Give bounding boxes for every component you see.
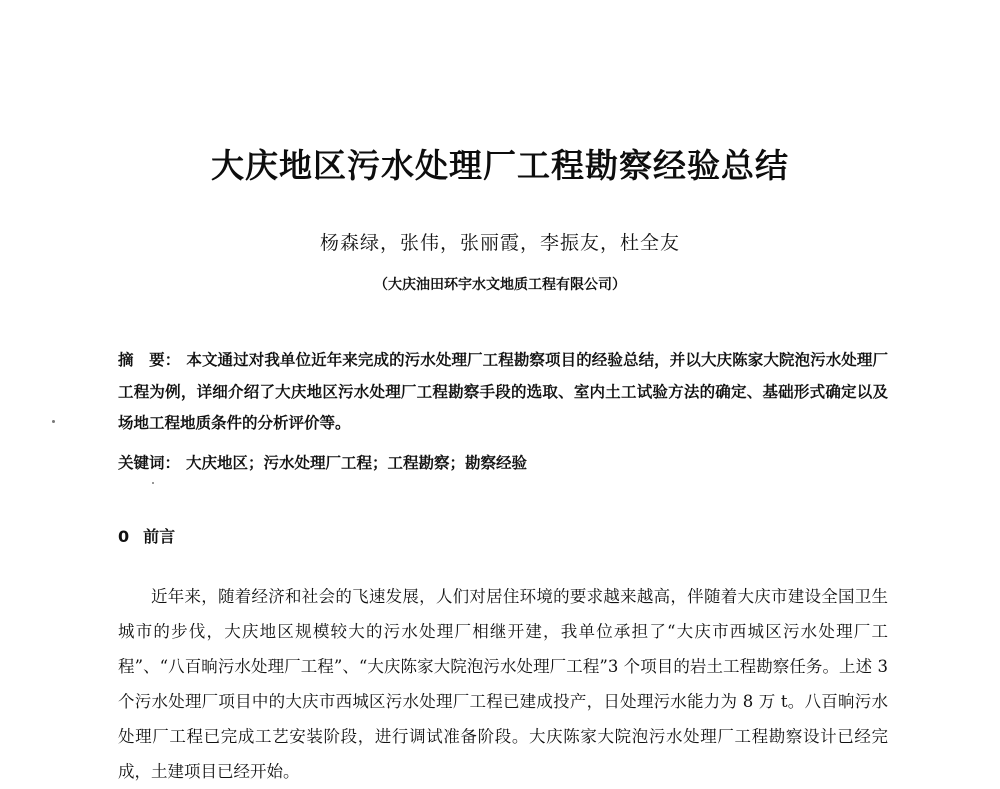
author-list: 杨森绿，张伟，张丽霞，李振友，杜全友 — [319, 232, 680, 254]
section-heading — [118, 524, 175, 547]
keywords-label: 关键词： — [118, 454, 181, 472]
section-number: 0 — [118, 527, 130, 546]
keywords-text: 大庆地区；污水处理厂工程；工程勘察；勘察经验 — [186, 453, 528, 472]
scan-speck — [152, 482, 154, 484]
abstract-text: 本文通过对我单位近年来完成的污水处理厂工程勘察项目的经验总结，并以大庆陈家大院泡污水处理厂工程为例，详细介绍了大庆地区污水处理厂工程勘察手段的选取、室内土工试验方法的确定、基础形式确定以及场地工程地质条件的分析评价等。 — [118, 350, 888, 432]
section-title: 前言 — [143, 527, 176, 546]
abstract-label: 摘 要： — [118, 351, 181, 369]
abstract — [118, 344, 888, 438]
scan-speck — [52, 420, 55, 423]
keywords — [118, 447, 888, 479]
paper-title: 大庆地区污水处理厂工程勘察经验总结 — [211, 146, 789, 185]
body-paragraph: 近年来，随着经济和社会的飞速发展，人们对居住环境的要求越来越高，伴随着大庆市建设全国卫生城市的步伐，大庆地区规模较大的污水处理厂相继开建，我单位承担了“大庆市西城区污水处理厂工程”、“八百晌污水处理厂工程”、“大庆陈家大院泡污水处理厂工程”3 个项目的岩土工程勘察任务。上述 3 个污水处理厂项目中的大庆市西城区污水处理厂工程已建成投产，日处理污水能力为 8 万 t。八百晌污水处理厂工程已完成工艺安装阶段，进行调试准备阶段。大庆陈家大院泡污水处理厂工程勘察设计已经完成，土建项目已经开始。 — [118, 586, 888, 781]
affiliation: （大庆油田环宇水文地质工程有限公司） — [374, 277, 626, 293]
